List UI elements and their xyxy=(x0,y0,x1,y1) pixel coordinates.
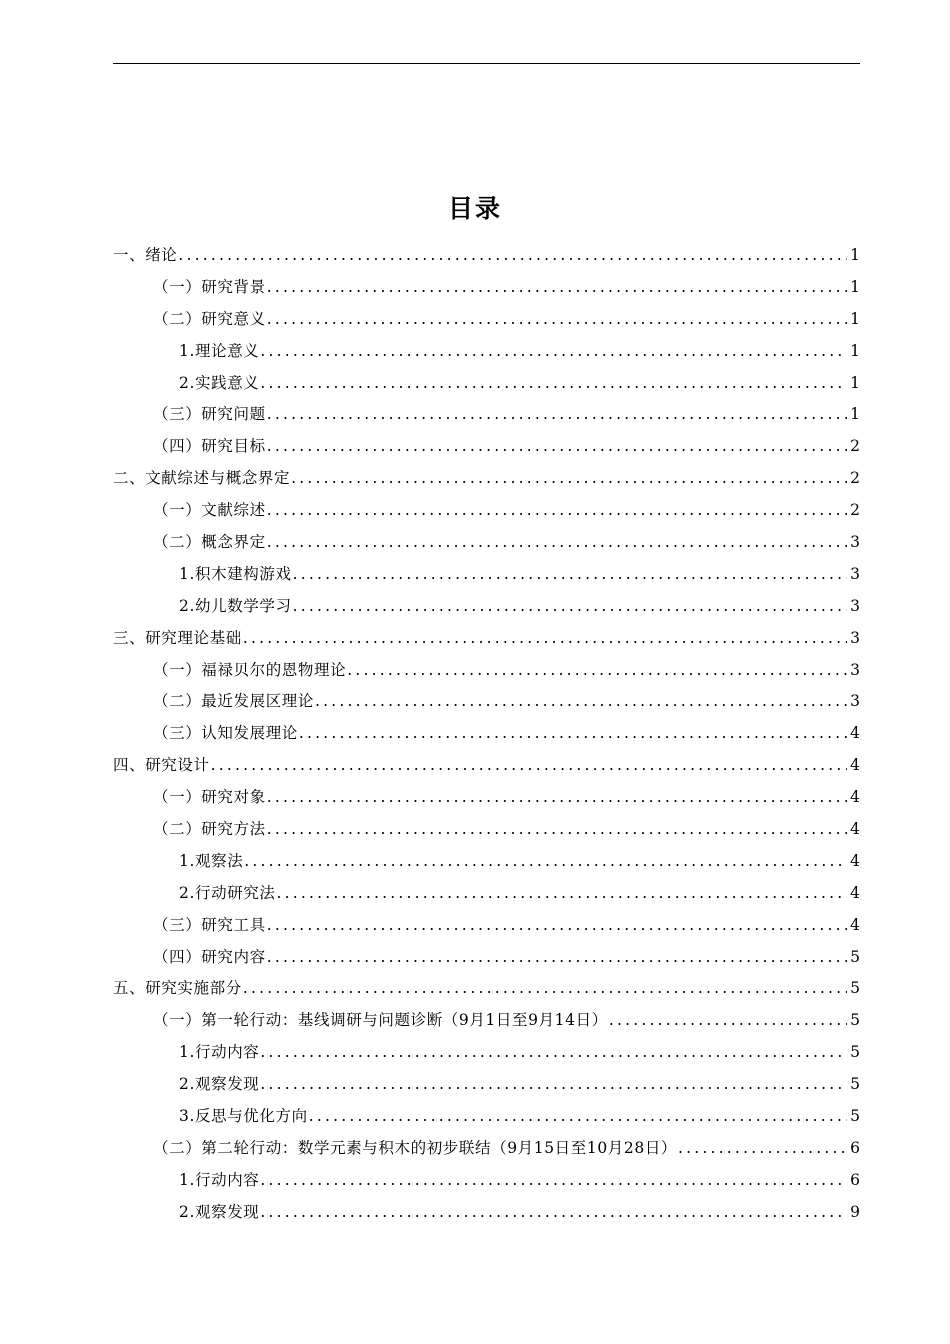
toc-dot-leader xyxy=(260,1165,847,1197)
toc-dot-leader xyxy=(291,463,847,495)
toc-entry-label: （二）概念界定 xyxy=(153,533,266,552)
toc-entry[interactable] xyxy=(113,750,860,782)
toc-dot-leader xyxy=(178,240,847,272)
toc-dot-leader xyxy=(260,368,847,400)
toc-dot-leader xyxy=(309,1101,847,1133)
toc-entry-page-number: 3 xyxy=(850,596,860,615)
toc-entry-page-number: 5 xyxy=(850,1011,860,1030)
toc-entry[interactable] xyxy=(113,1197,860,1229)
toc-entry[interactable] xyxy=(113,272,860,304)
toc-entry-page-number: 3 xyxy=(850,692,860,711)
toc-dot-leader xyxy=(260,336,847,368)
toc-entry-label: （二）研究方法 xyxy=(153,820,266,839)
toc-entry-label: 2.行动研究法 xyxy=(179,883,276,902)
toc-dot-leader xyxy=(267,431,847,463)
toc-entry-page-number: 1 xyxy=(850,373,860,392)
toc-entry-page-number: 5 xyxy=(850,979,860,998)
toc-entry[interactable] xyxy=(113,336,860,368)
toc-dot-leader xyxy=(211,750,848,782)
toc-entry-page-number: 1 xyxy=(850,309,860,328)
toc-entry[interactable] xyxy=(113,878,860,910)
toc-entry[interactable] xyxy=(113,973,860,1005)
toc-entry[interactable] xyxy=(113,527,860,559)
toc-entry-label: 三、研究理论基础 xyxy=(113,628,242,647)
toc-entry-page-number: 5 xyxy=(850,1043,860,1062)
toc-entry-page-number: 3 xyxy=(850,628,860,647)
toc-entry-page-number: 1 xyxy=(850,246,860,264)
toc-dot-leader xyxy=(260,1197,847,1229)
toc-entry[interactable] xyxy=(113,846,860,878)
toc-entry[interactable] xyxy=(113,1005,860,1037)
toc-entry[interactable] xyxy=(113,1165,860,1197)
toc-dot-leader xyxy=(260,1037,847,1069)
toc-entry-page-number: 4 xyxy=(850,915,860,934)
toc-entry-page-number: 1 xyxy=(850,405,860,424)
toc-entry-label: 一、绪论 xyxy=(113,246,178,264)
toc-entry[interactable] xyxy=(113,559,860,591)
toc-dot-leader xyxy=(267,399,847,431)
toc-entry-label: （三）研究问题 xyxy=(153,405,266,424)
toc-entry-page-number: 2 xyxy=(850,469,860,488)
toc-dot-leader xyxy=(244,846,847,878)
toc-entry-label: （二）第二轮行动：数学元素与积木的初步联结（9月15日至10月28日） xyxy=(153,1138,678,1157)
toc-entry[interactable] xyxy=(113,240,860,272)
toc-entry-label: （三）认知发展理论 xyxy=(153,724,298,743)
toc-entry-page-number: 2 xyxy=(850,501,860,520)
toc-entry-label: （一）研究背景 xyxy=(153,277,266,296)
page-title: 目录 xyxy=(447,193,502,223)
toc-dot-leader xyxy=(277,878,848,910)
toc-entry-page-number: 4 xyxy=(850,724,860,743)
toc-entry-page-number: 4 xyxy=(850,883,860,902)
table-of-contents xyxy=(113,240,860,1229)
toc-dot-leader xyxy=(315,686,847,718)
toc-entry-page-number: 3 xyxy=(850,533,860,552)
toc-entry-label: （三）研究工具 xyxy=(153,915,266,934)
toc-entry-label: 2.观察发现 xyxy=(179,1202,260,1221)
toc-dot-leader xyxy=(243,623,847,655)
toc-entry-label: 2.幼儿数学学习 xyxy=(179,596,292,615)
toc-entry-label: （二）最近发展区理论 xyxy=(153,692,315,711)
toc-entry-page-number: 2 xyxy=(850,437,860,456)
toc-entry-page-number: 5 xyxy=(850,1075,860,1094)
toc-entry[interactable] xyxy=(113,1037,860,1069)
toc-entry-page-number: 5 xyxy=(850,1107,860,1126)
toc-entry-page-number: 1 xyxy=(850,277,860,296)
toc-entry-page-number: 6 xyxy=(850,1170,860,1189)
toc-dot-leader xyxy=(678,1133,847,1165)
toc-entry-label: 3.反思与优化方向 xyxy=(179,1107,308,1126)
toc-entry[interactable] xyxy=(113,1069,860,1101)
toc-entry[interactable] xyxy=(113,655,860,687)
toc-dot-leader xyxy=(267,782,847,814)
toc-entry-label: （二）研究意义 xyxy=(153,309,266,328)
toc-entry-label: （四）研究内容 xyxy=(153,947,266,966)
toc-entry-label: 五、研究实施部分 xyxy=(113,979,242,998)
toc-entry[interactable] xyxy=(113,623,860,655)
toc-entry[interactable] xyxy=(113,1133,860,1165)
toc-entry[interactable] xyxy=(113,399,860,431)
toc-entry[interactable] xyxy=(113,910,860,942)
toc-dot-leader xyxy=(267,304,847,336)
toc-entry-label: 1.理论意义 xyxy=(179,341,260,360)
toc-dot-leader xyxy=(267,942,847,974)
toc-entry-label: 1.行动内容 xyxy=(179,1043,260,1062)
toc-entry-page-number: 1 xyxy=(850,341,860,360)
toc-dot-leader xyxy=(299,718,847,750)
toc-entry-label: 1.行动内容 xyxy=(179,1170,260,1189)
toc-entry-label: 二、文献综述与概念界定 xyxy=(113,469,291,488)
toc-entry[interactable] xyxy=(113,304,860,336)
toc-entry-page-number: 4 xyxy=(850,851,860,870)
toc-entry-label: （一）研究对象 xyxy=(153,788,266,807)
toc-dot-leader xyxy=(243,973,847,1005)
toc-entry-label: 2.观察发现 xyxy=(179,1075,260,1094)
toc-dot-leader xyxy=(347,655,847,687)
toc-entry-page-number: 4 xyxy=(850,820,860,839)
toc-entry[interactable] xyxy=(113,1101,860,1133)
toc-entry-label: （四）研究目标 xyxy=(153,437,266,456)
toc-entry-page-number: 5 xyxy=(850,947,860,966)
toc-entry-page-number: 3 xyxy=(850,564,860,583)
toc-entry[interactable] xyxy=(113,591,860,623)
toc-entry-page-number: 9 xyxy=(850,1202,860,1221)
toc-entry[interactable] xyxy=(113,942,860,974)
toc-dot-leader xyxy=(260,1069,847,1101)
toc-entry-page-number: 4 xyxy=(850,756,860,775)
toc-entry[interactable] xyxy=(113,495,860,527)
toc-entry[interactable] xyxy=(113,814,860,846)
toc-entry-label: （一）第一轮行动：基线调研与问题诊断（9月1日至9月14日） xyxy=(153,1011,608,1030)
toc-entry-page-number: 6 xyxy=(850,1138,860,1157)
toc-dot-leader xyxy=(267,910,847,942)
toc-dot-leader xyxy=(609,1005,847,1037)
toc-entry[interactable] xyxy=(113,718,860,750)
toc-entry[interactable] xyxy=(113,686,860,718)
toc-entry-label: 2.实践意义 xyxy=(179,373,260,392)
toc-entry-label: 1.观察法 xyxy=(179,851,244,870)
toc-entry-label: （一）福禄贝尔的恩物理论 xyxy=(153,660,347,679)
toc-entry-page-number: 4 xyxy=(850,788,860,807)
toc-dot-leader xyxy=(293,559,848,591)
toc-entry-label: 1.积木建构游戏 xyxy=(179,564,292,583)
toc-entry-page-number: 3 xyxy=(850,660,860,679)
toc-entry[interactable] xyxy=(113,463,860,495)
toc-entry-label: （一）文献综述 xyxy=(153,501,266,520)
toc-dot-leader xyxy=(267,814,847,846)
toc-entry-label: 四、研究设计 xyxy=(113,756,210,775)
header-rule xyxy=(113,63,860,64)
toc-entry[interactable] xyxy=(113,431,860,463)
toc-entry[interactable] xyxy=(113,782,860,814)
toc-dot-leader xyxy=(267,527,847,559)
toc-entry[interactable] xyxy=(113,368,860,400)
toc-dot-leader xyxy=(293,591,848,623)
toc-dot-leader xyxy=(267,495,847,527)
toc-dot-leader xyxy=(267,272,847,304)
